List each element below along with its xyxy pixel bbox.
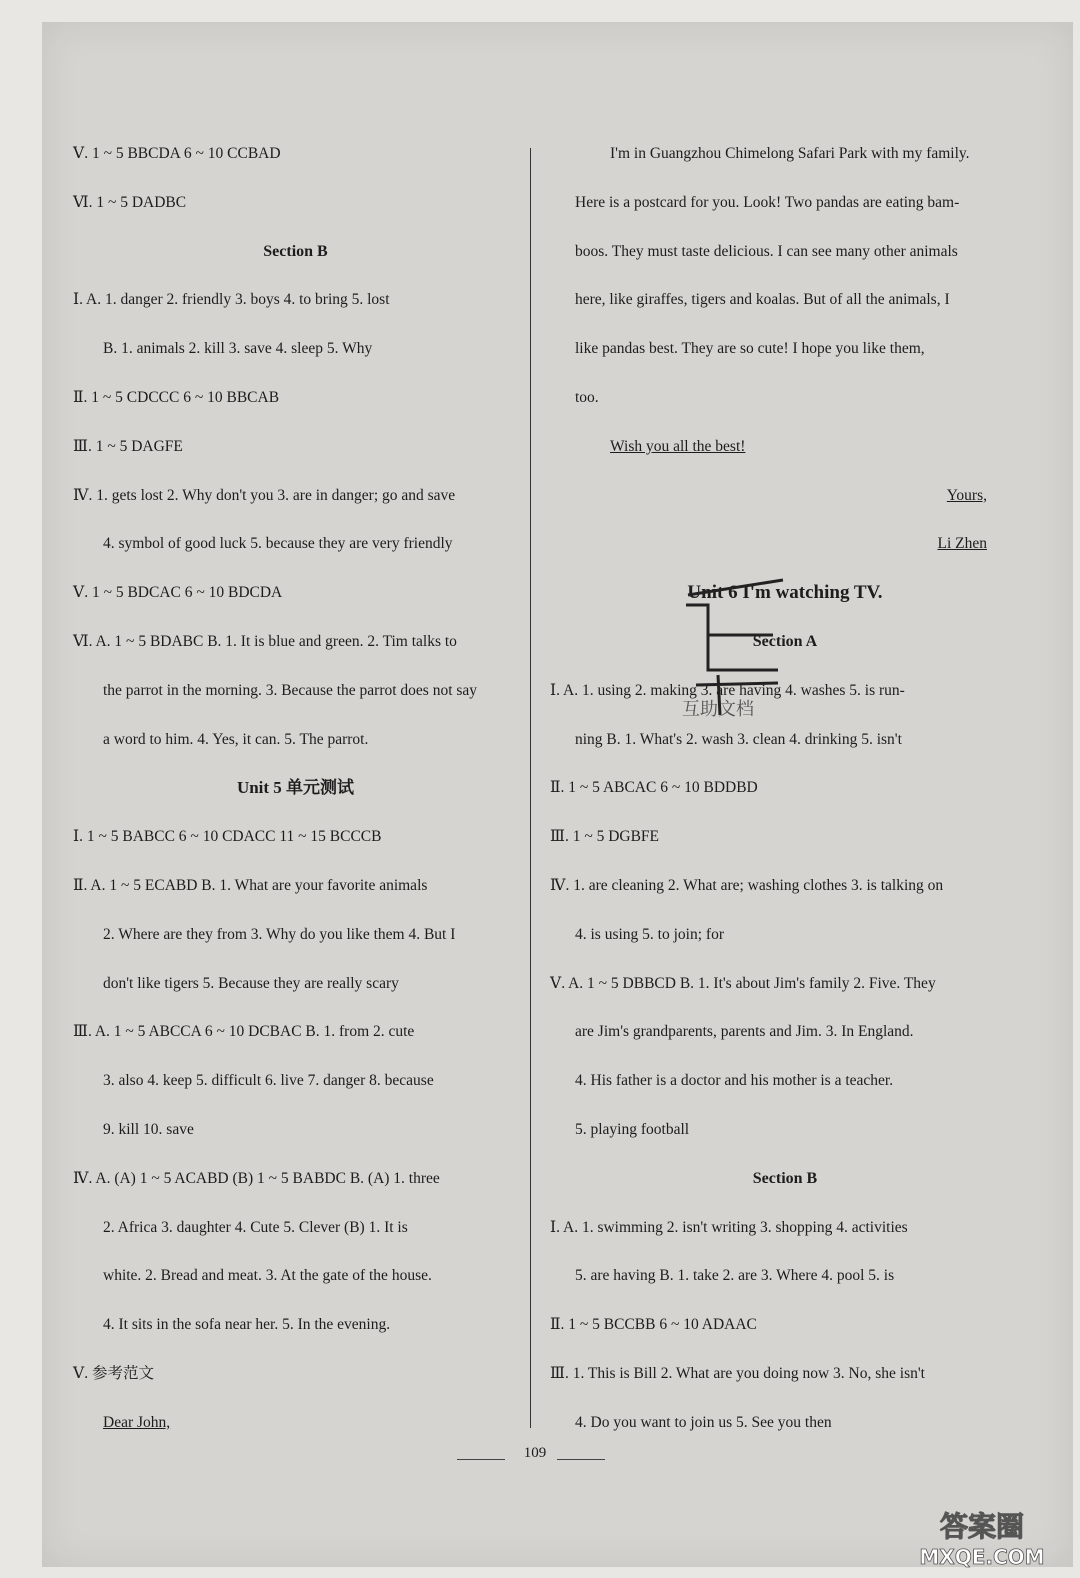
- answer-line: 5. are having B. 1. take 2. are 3. Where 4. pool 5. is: [575, 1267, 895, 1285]
- answer-line: don't like tigers 5. Because they are really scary: [103, 974, 399, 992]
- answer-line: Ⅳ. 1. gets lost 2. Why don't you 3. are in danger; go and save: [73, 486, 456, 504]
- answer-line: Ⅵ. A. 1 ~ 5 BDABC B. 1. It is blue and green. 2. Tim talks to: [73, 632, 457, 650]
- answer-line: 4. His father is a doctor and his mother is a teacher.: [575, 1072, 894, 1090]
- answer-line: Ⅳ. 1. are cleaning 2. What are; washing clothes 3. is talking on: [550, 876, 944, 894]
- answer-line: 2. Africa 3. daughter 4. Cute 5. Clever (B) 1. It is: [103, 1218, 408, 1236]
- answer-line: 2. Where are they from 3. Why do you like them 4. But I: [103, 925, 456, 943]
- answer-line: 9. kill 10. save: [103, 1120, 194, 1138]
- answer-line: are Jim's grandparents, parents and Jim. 3. In England.: [575, 1023, 914, 1041]
- answer-line: Ⅲ. 1. This is Bill 2. What are you doing now 3. No, she isn't: [550, 1364, 925, 1382]
- answer-line: ning B. 1. What's 2. wash 3. clean 4. drinking 5. isn't: [575, 730, 902, 748]
- answer-line: 4. Do you want to join us 5. See you then: [575, 1413, 832, 1431]
- answer-line: Ⅲ. 1 ~ 5 DGBFE: [550, 828, 660, 846]
- answer-line: Ⅳ. A. (A) 1 ~ 5 ACABD (B) 1 ~ 5 BABDC B. (A) 1. three: [73, 1169, 440, 1187]
- section-heading: Section B: [263, 242, 328, 260]
- answer-line: 4. is using 5. to join; for: [575, 925, 724, 943]
- answer-line: Ⅱ. 1 ~ 5 ABCAC 6 ~ 10 BDDBD: [550, 779, 758, 797]
- watermark-site: MXQE.COM: [919, 1545, 1045, 1569]
- letter-signature-text: Li Zhen: [937, 535, 987, 553]
- right-column: [550, 130, 995, 1448]
- letter-line: I'm in Guangzhou Chimelong Safari Park with my family.: [610, 145, 970, 162]
- watermark-logo: [892, 1504, 1072, 1574]
- answer-line: a word to him. 4. Yes, it can. 5. The parrot.: [103, 730, 369, 748]
- answer-line: Ⅲ. A. 1 ~ 5 ABCCA 6 ~ 10 DCBAC B. 1. from 2. cute: [73, 1023, 415, 1041]
- answer-line: 5. playing football: [575, 1120, 690, 1138]
- page-number-ornament-left: [457, 1459, 505, 1460]
- letter-line: too.: [575, 388, 599, 406]
- answer-line: Ⅰ. 1 ~ 5 BABCC 6 ~ 10 CDACC 11 ~ 15 BCCCB: [73, 828, 382, 846]
- letter-line: boos. They must taste delicious. I can see many other animals: [575, 242, 958, 260]
- answer-line: Ⅱ. A. 1 ~ 5 ECABD B. 1. What are your favorite animals: [73, 876, 428, 894]
- stamp-mark: [678, 575, 786, 725]
- answer-line: Ⅰ. A. 1. danger 2. friendly 3. boys 4. to bring 5. lost: [73, 291, 390, 309]
- answer-line: Ⅴ. 1 ~ 5 BBCDA 6 ~ 10 CCBAD: [73, 145, 281, 162]
- answer-line: Ⅴ. 1 ~ 5 BDCAC 6 ~ 10 BDCDA: [73, 584, 283, 602]
- watermark-brand: 答案圈: [939, 1510, 1025, 1543]
- answer-line: the parrot in the morning. 3. Because the parrot does not say: [103, 681, 478, 699]
- answer-line: Ⅴ. 参考范文: [73, 1364, 154, 1382]
- answer-line: Ⅵ. 1 ~ 5 DADBC: [73, 193, 187, 211]
- answer-line: 4. symbol of good luck 5. because they are very friendly: [103, 535, 453, 553]
- column-divider: [530, 148, 531, 1428]
- letter-closing-text: Wish you all the best!: [610, 437, 746, 455]
- answer-line: Ⅰ. A. 1. swimming 2. isn't writing 3. shopping 4. activities: [550, 1218, 908, 1236]
- letter-line: Here is a postcard for you. Look! Two pandas are eating bam-: [575, 193, 960, 211]
- section-heading: Section A: [752, 632, 818, 650]
- answer-line: Ⅱ. 1 ~ 5 CDCCC 6 ~ 10 BBCAB: [73, 388, 280, 406]
- letter-line: like pandas best. They are so cute! I hope you like them,: [575, 340, 925, 358]
- answer-line: Ⅱ. 1 ~ 5 BCCBB 6 ~ 10 ADAAC: [550, 1316, 757, 1334]
- unit-heading: Unit 5 单元测试: [236, 778, 355, 798]
- section-heading: Section B: [752, 1169, 818, 1187]
- answer-line: Ⅰ. A. 1. using 2. making 3. are having 4. washes 5. is run-: [550, 681, 905, 699]
- letter-salutation: Dear John,: [103, 1413, 171, 1431]
- letter-signature: [575, 520, 995, 569]
- unit-heading: Unit 6 I'm watching TV.: [687, 582, 883, 604]
- letter-closing: [575, 423, 995, 472]
- left-column: [73, 130, 518, 1448]
- letter-signoff-text: Yours,: [946, 486, 987, 504]
- answer-line: white. 2. Bread and meat. 3. At the gate of the house.: [103, 1267, 432, 1285]
- answer-line: Ⅴ. A. 1 ~ 5 DBBCD B. 1. It's about Jim's family 2. Five. They: [550, 974, 936, 992]
- letter-signoff: [575, 472, 995, 521]
- answer-line: 3. also 4. keep 5. difficult 6. live 7. danger 8. because: [103, 1072, 434, 1090]
- page-number: 109: [523, 1445, 547, 1461]
- stamp-text: 互助文档: [682, 699, 754, 720]
- answer-line: Ⅲ. 1 ~ 5 DAGFE: [73, 437, 183, 455]
- answer-line: B. 1. animals 2. kill 3. save 4. sleep 5. Why: [103, 340, 373, 358]
- letter-line: here, like giraffes, tigers and koalas. But of all the animals, I: [575, 291, 950, 309]
- answer-line: 4. It sits in the sofa near her. 5. In the evening.: [103, 1316, 391, 1334]
